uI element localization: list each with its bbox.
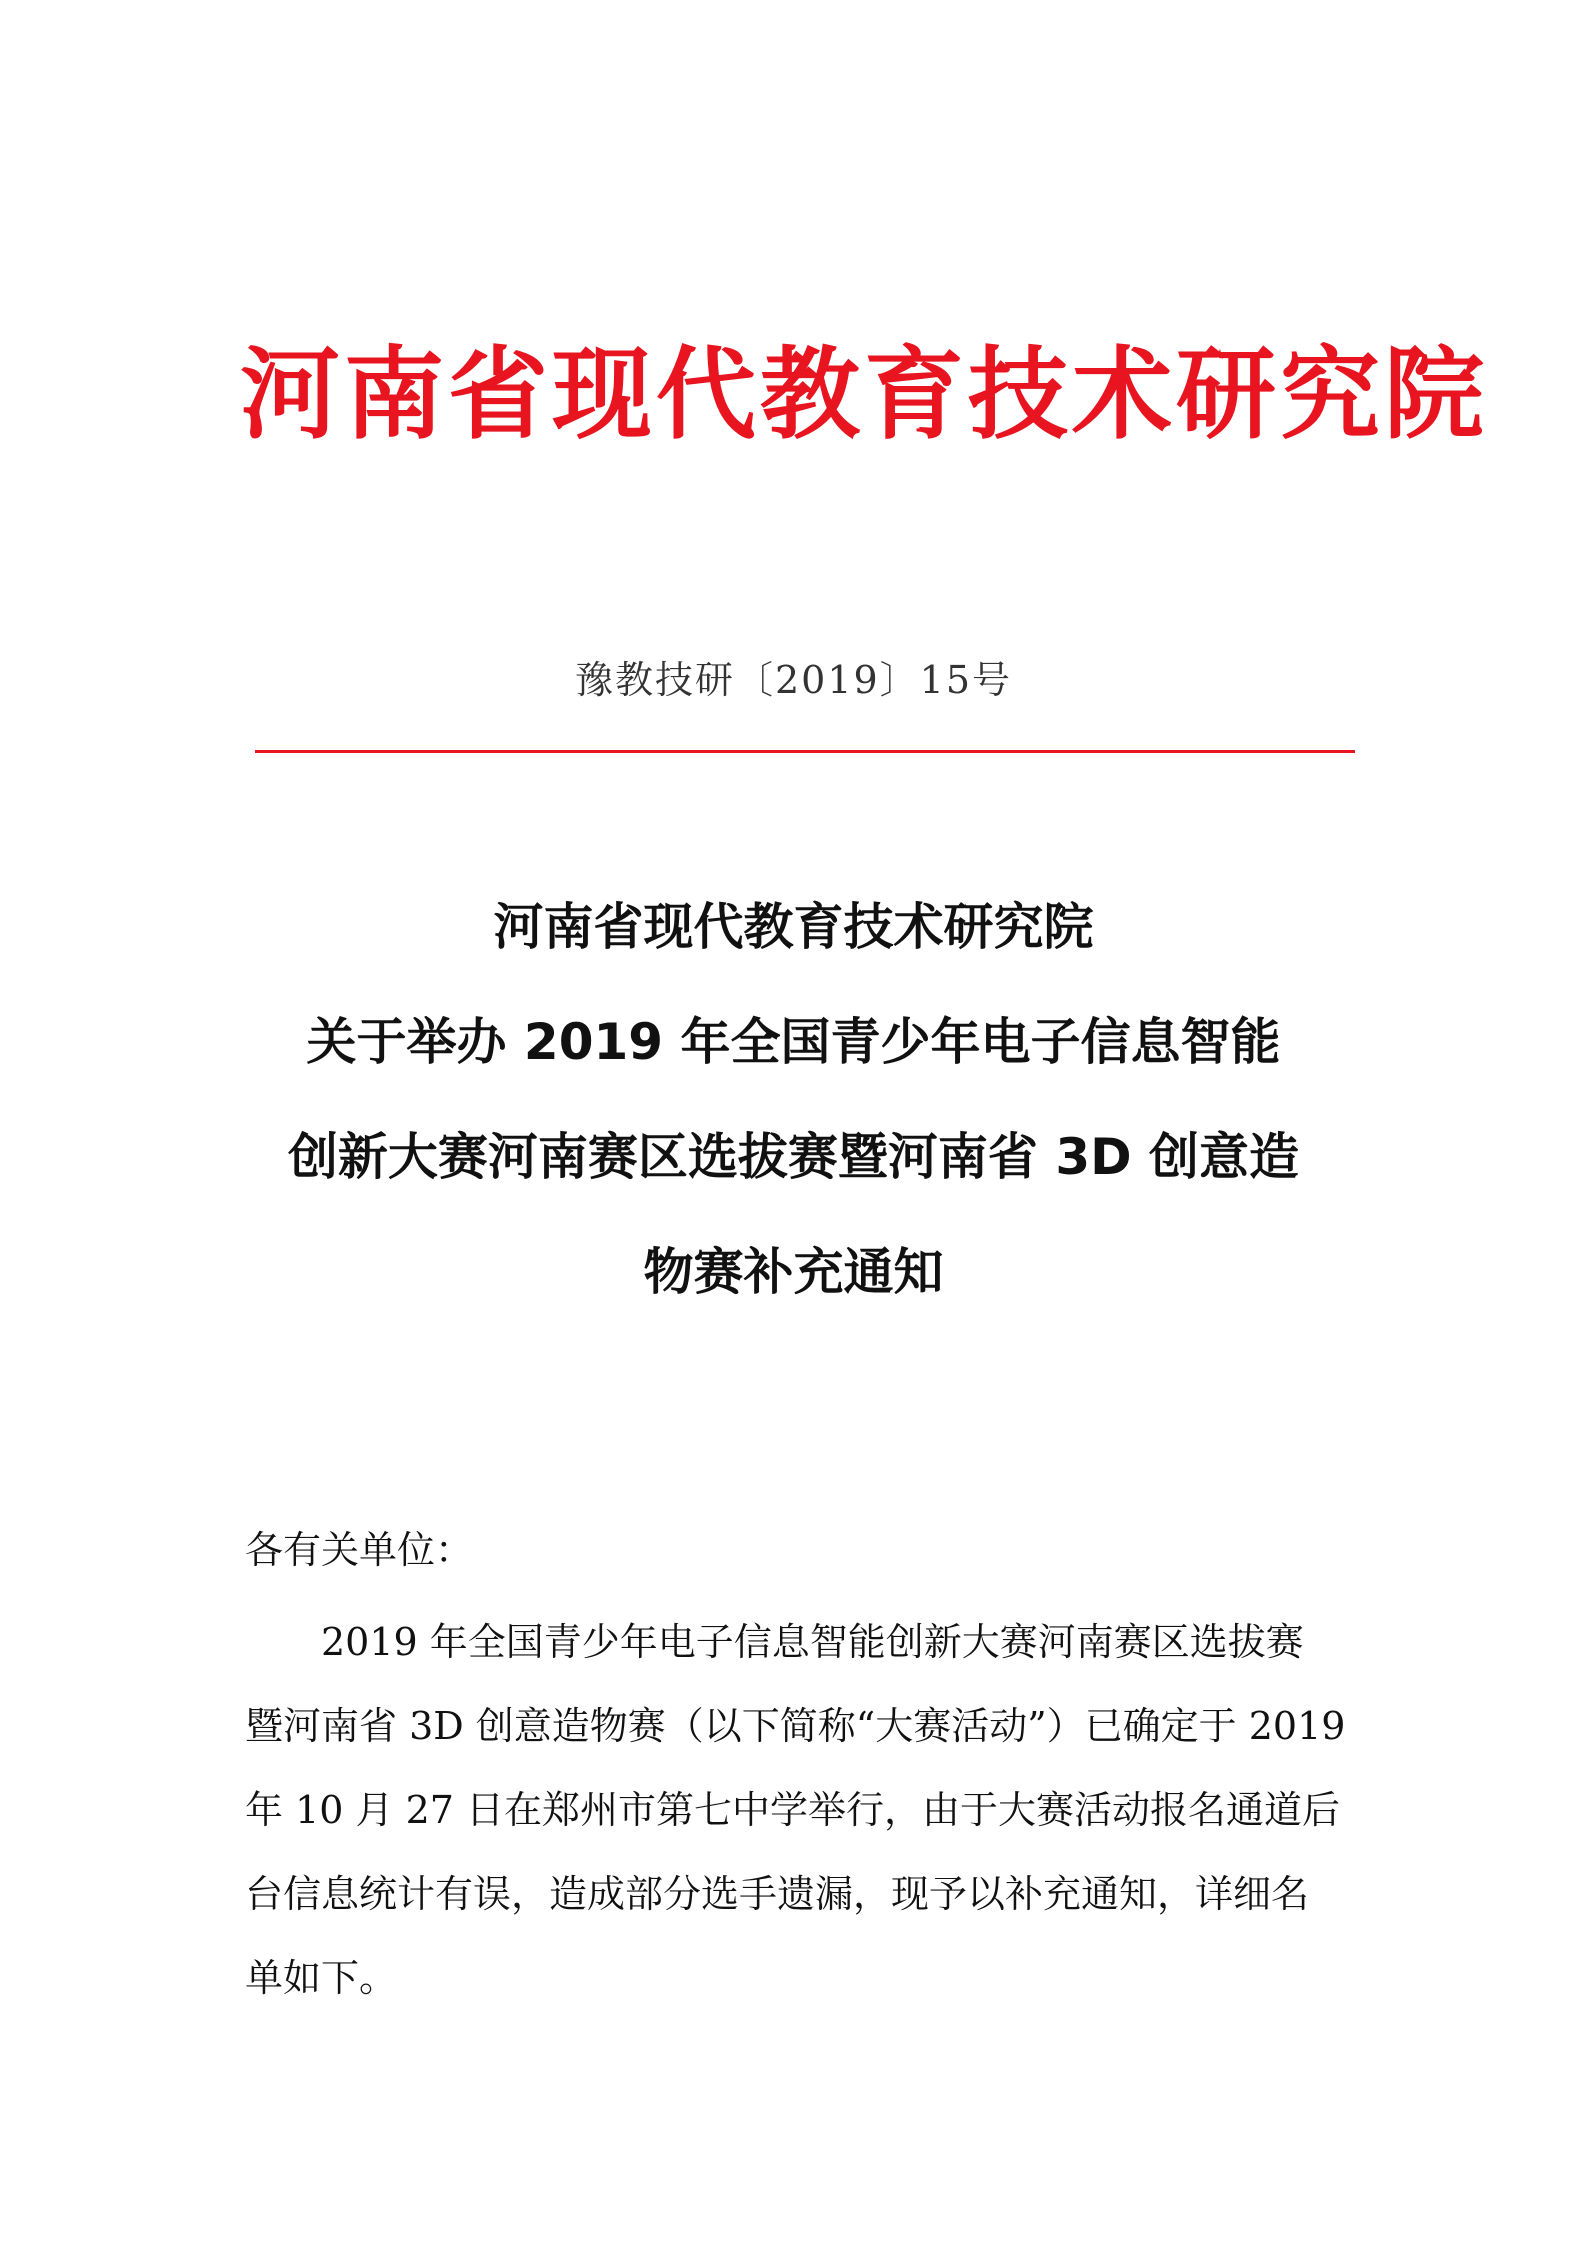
body-line: 台信息统计有误，造成部分选手遗漏，现予以补充通知，详细名 (245, 1872, 1310, 1916)
notice-title (0, 870, 1587, 1330)
body-line: 2019 年全国青少年电子信息智能创新大赛河南赛区选拔赛 (321, 1620, 1304, 1664)
salutation: 各有关单位： (245, 1528, 474, 1572)
body-line: 暨河南省 3D 创意造物赛（以下简称“大赛活动”）已确定于 2019 (245, 1704, 1346, 1748)
red-letterhead-title: 河南省现代教育技术研究院 (240, 336, 1488, 453)
title-line: 关于举办 2019 年全国青少年电子信息智能 (306, 1013, 1281, 1071)
title-line: 河南省现代教育技术研究院 (493, 898, 1094, 956)
document-number: 豫教技研〔2019〕15号 (574, 658, 1013, 702)
title-line: 物赛补充通知 (643, 1243, 944, 1301)
red-divider-line (255, 750, 1355, 753)
body-paragraph (245, 1600, 1345, 2020)
body-line: 单如下。 (245, 1956, 398, 2000)
body-line: 年 10 月 27 日在郑州市第七中学举行，由于大赛活动报名通道后 (245, 1788, 1341, 1832)
title-line: 创新大赛河南赛区选拔赛暨河南省 3D 创意造 (287, 1128, 1300, 1186)
